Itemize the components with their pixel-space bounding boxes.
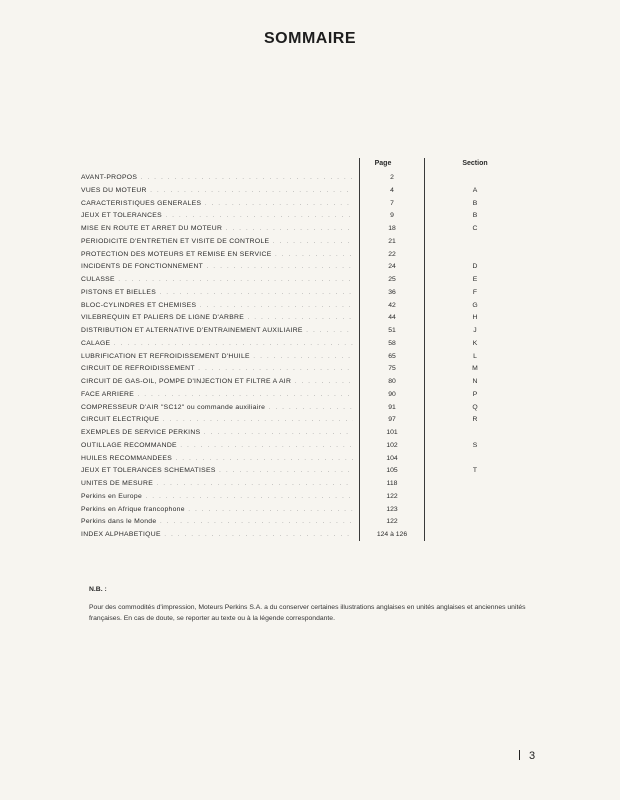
toc-entry-section: N	[472, 378, 478, 385]
toc-row	[0, 261, 620, 274]
toc-entry-section: E	[472, 276, 478, 283]
toc-row	[0, 529, 620, 542]
toc-entry-label: CULASSE . . .	[81, 274, 353, 287]
toc-row	[0, 312, 620, 325]
toc-row	[0, 325, 620, 338]
toc-entry-page: 58	[388, 339, 396, 347]
toc-entry-section: D	[472, 263, 478, 271]
toc-entry-label: AVANT-PROPOS . . .	[81, 172, 353, 185]
toc-row	[0, 389, 620, 402]
toc-entry-page: 18	[388, 225, 396, 232]
toc-entry-page: 102	[386, 441, 398, 449]
toc-entry-label: PISTONS ET BIELLES . . .	[81, 287, 353, 300]
toc-entry-label: HUILES RECOMMANDEES . . .	[81, 453, 353, 466]
section-column-header: Section	[462, 160, 488, 167]
toc-row	[0, 363, 620, 376]
toc-entry-label: Perkins en Europe . . .	[81, 491, 353, 504]
toc-row	[0, 185, 620, 198]
toc-entry-page: 104	[386, 454, 398, 462]
toc-entry-page: 9	[390, 212, 394, 220]
toc-entry-page: 36	[388, 288, 396, 296]
toc-row	[0, 249, 620, 262]
toc-entry-page: 122	[386, 492, 398, 500]
toc-entry-label: FACE ARRIERE . . .	[81, 389, 353, 402]
toc-entry-page: 105	[386, 467, 398, 475]
toc-entry-section: K	[472, 339, 478, 347]
toc-entry-label: CALAGE . . .	[81, 338, 353, 351]
toc-entry-label: DISTRIBUTION ET ALTERNATIVE D'ENTRAINEMENT AUXILIAIRE . . .	[81, 325, 353, 338]
toc-entry-label: OUTILLAGE RECOMMANDE . . .	[81, 440, 353, 453]
toc-row	[0, 465, 620, 478]
toc-entry-page: 118	[386, 480, 398, 487]
toc-row	[0, 172, 620, 185]
toc-entry-section: A	[472, 186, 478, 194]
toc-entry-page: 2	[390, 174, 394, 181]
toc-entry-label: CIRCUIT DE GAS-OIL, POMPE D'INJECTION ET FILTRE A AIR . . .	[81, 376, 353, 389]
toc-entry-label: BLOC-CYLINDRES ET CHEMISES . . .	[81, 300, 353, 313]
toc-entry-section: C	[472, 225, 478, 232]
toc-entry-page: 123	[386, 505, 398, 513]
page-number-rule	[519, 750, 520, 760]
toc-entry-page: 21	[388, 237, 396, 245]
toc-entry-page: 42	[388, 301, 396, 309]
toc-row	[0, 516, 620, 529]
toc-entry-page: 25	[388, 276, 396, 283]
toc-entry-section: F	[472, 288, 478, 296]
toc-entry-label: Perkins dans le Monde . . .	[81, 516, 353, 529]
toc-row	[0, 274, 620, 287]
toc-entry-label: JEUX ET TOLERANCES SCHEMATISES . . .	[81, 465, 353, 478]
toc-row	[0, 236, 620, 249]
toc-row	[0, 478, 620, 491]
toc-entry-section: G	[472, 301, 478, 309]
toc-entry-page: 75	[388, 365, 396, 373]
toc-row	[0, 440, 620, 453]
toc-entry-label: PROTECTION DES MOTEURS ET REMISE EN SERVICE . . .	[81, 249, 353, 262]
toc-row	[0, 402, 620, 415]
toc-entry-label: CIRCUIT DE REFROIDISSEMENT . . .	[81, 363, 353, 376]
toc-row	[0, 504, 620, 517]
toc-row	[0, 287, 620, 300]
toc-entry-page: 80	[388, 378, 396, 385]
toc-entry-label: CIRCUIT ELECTRIQUE . . .	[81, 414, 353, 427]
toc-entry-section: R	[472, 416, 478, 424]
toc-entry-page: 24	[388, 263, 396, 271]
page-number-value: 3	[529, 750, 536, 762]
toc-entry-section: T	[472, 467, 478, 475]
toc-row	[0, 414, 620, 427]
toc-entry-label: INCIDENTS DE FONCTIONNEMENT . . .	[81, 261, 353, 274]
page-title: SOMMAIRE	[264, 30, 356, 47]
note-label: N.B. :	[89, 586, 107, 593]
page-column-header: Page	[374, 160, 392, 167]
toc-entry-page: 124 à 126	[376, 531, 408, 538]
page-number	[519, 750, 535, 762]
toc-entry-page: 44	[388, 314, 396, 322]
toc-entry-page: 22	[388, 250, 396, 258]
toc-entry-label: LUBRIFICATION ET REFROIDISSEMENT D'HUILE . . .	[81, 351, 353, 364]
toc-entry-label: COMPRESSEUR D'AIR "SC12" ou commande auxiliaire . . .	[81, 402, 353, 415]
toc-entry-page: 7	[390, 199, 394, 207]
toc-entry-section: B	[472, 212, 478, 220]
note-text: Pour des commodités d'impression, Moteurs Perkins S.A. a du conserver certaines illustrations anglaises en unités anglaises et anciennes unités françaises. En cas de doute, se reporter au texte ou à la légende correspondante.	[89, 604, 526, 622]
toc-entry-section: B	[472, 199, 478, 207]
toc-entry-section: P	[472, 390, 478, 398]
toc-row	[0, 198, 620, 211]
toc-entry-label: EXEMPLES DE SERVICE PERKINS . . .	[81, 427, 353, 440]
toc-entry-page: 65	[388, 352, 396, 360]
toc-entry-section: J	[473, 327, 477, 334]
toc-row	[0, 453, 620, 466]
toc-entry-label: VUES DU MOTEUR . . .	[81, 185, 353, 198]
toc-entry-page: 90	[388, 390, 396, 398]
toc-entry-page: 101	[386, 429, 398, 436]
toc-entry-label: Perkins en Afrique francophone . . .	[81, 504, 353, 517]
toc-entry-section: Q	[472, 403, 478, 411]
toc-entry-label: PERIODICITE D'ENTRETIEN ET VISITE DE CONTROLE . . .	[81, 236, 353, 249]
toc-entry-page: 51	[388, 327, 396, 334]
toc-row	[0, 427, 620, 440]
toc-row	[0, 223, 620, 236]
toc-entry-section: S	[472, 441, 478, 449]
toc-entry-label: INDEX ALPHABETIQUE . . .	[81, 529, 353, 542]
toc-row	[0, 300, 620, 313]
toc-entry-label: JEUX ET TOLERANCES . . .	[81, 210, 353, 223]
toc-entry-page: 122	[386, 518, 398, 526]
toc-entry-label: CARACTERISTIQUES GENERALES . . .	[81, 198, 353, 211]
toc-entry-page: 4	[390, 186, 394, 194]
toc-row	[0, 210, 620, 223]
toc-entry-section: L	[473, 352, 477, 360]
toc-entry-section: M	[472, 365, 478, 373]
toc-entry-label: VILEBREQUIN ET PALIERS DE LIGNE D'ARBRE . . .	[81, 312, 353, 325]
toc-row	[0, 376, 620, 389]
toc-row	[0, 351, 620, 364]
toc-entry-page: 97	[388, 416, 396, 424]
toc-row	[0, 491, 620, 504]
toc-entry-label: UNITES DE MESURE . . .	[81, 478, 353, 491]
toc-entry-section: H	[472, 314, 478, 322]
toc-row	[0, 338, 620, 351]
toc-entry-page: 91	[388, 403, 396, 411]
toc-entry-label: MISE EN ROUTE ET ARRET DU MOTEUR . . .	[81, 223, 353, 236]
